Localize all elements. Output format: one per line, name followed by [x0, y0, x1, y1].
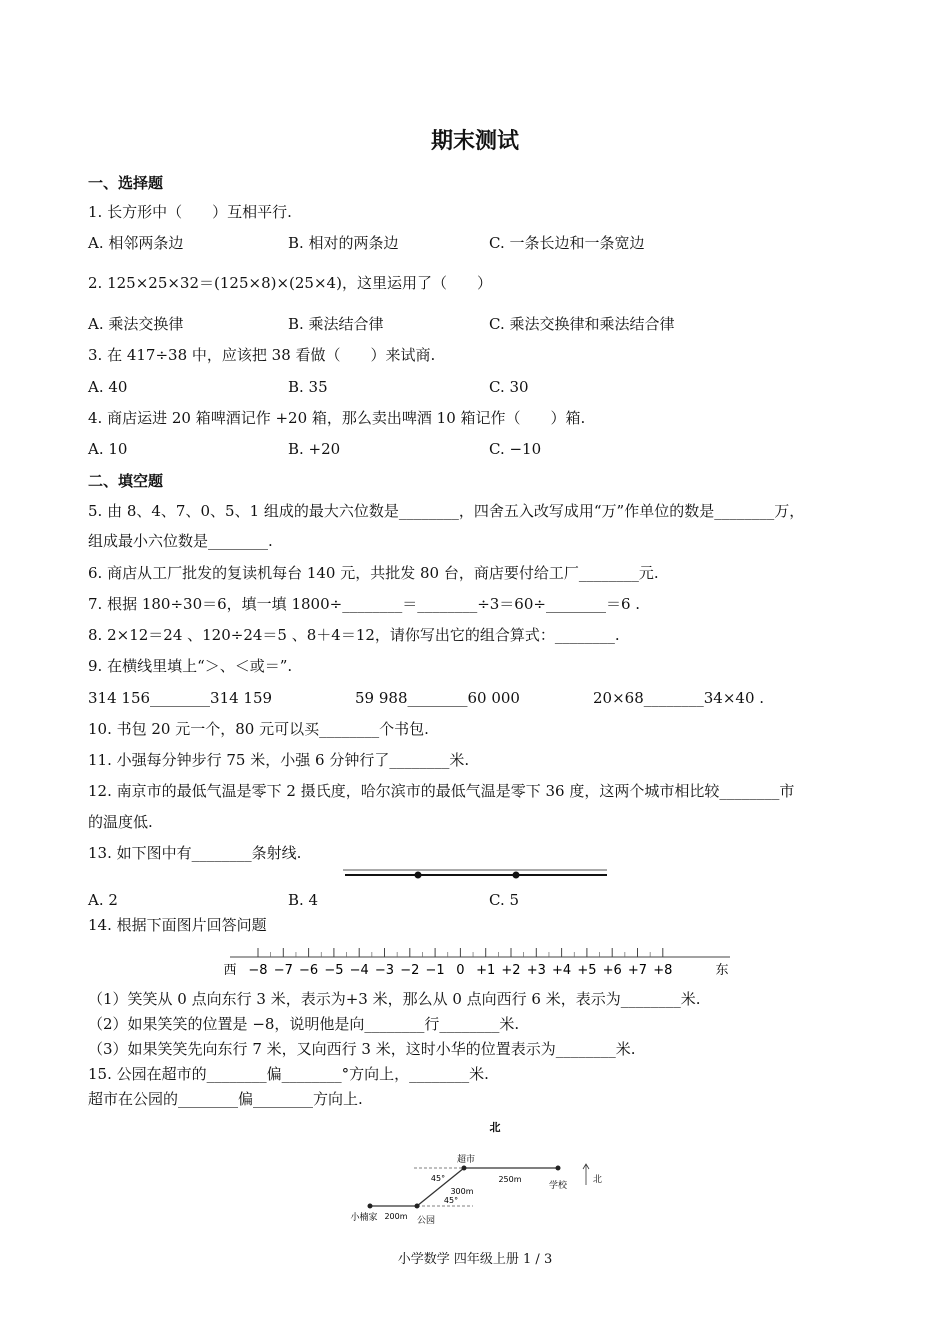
map-angle-1: 45° — [430, 1174, 446, 1183]
q3-option-c: C. 30 — [489, 378, 529, 396]
number-line-tick-label: −7 — [273, 963, 293, 978]
question-12-line2: 的温度低. — [88, 813, 153, 831]
q2-option-a: A. 乘法交换律 — [88, 315, 184, 333]
map-distance-300: 300m — [450, 1187, 474, 1196]
number-line-tick-label: +3 — [526, 963, 546, 978]
q2-option-b: B. 乘法结合律 — [288, 315, 384, 333]
question-13: 13. 如下图中有________条射线. — [88, 844, 302, 862]
question-10: 10. 书包 20 元一个，80 元可以买________个书包. — [88, 720, 429, 738]
map-supermarket-label: 超市 — [456, 1155, 476, 1165]
question-1: 1. 长方形中（ ）互相平行. — [88, 203, 292, 221]
question-14: 14. 根据下面图片回答问题 — [88, 916, 267, 934]
map-angle-2: 45° — [443, 1196, 459, 1205]
number-line-tick-label: −3 — [374, 963, 395, 978]
number-line-tick-label: +7 — [627, 963, 648, 978]
question-12-line1: 12. 南京市的最低气温是零下 2 摄氏度，哈尔滨市的最低气温是零下 36 度，这两个城市相比较________市 — [88, 782, 795, 800]
question-4: 4. 商店运进 20 箱啤酒记作 +20 箱，那么卖出啤酒 10 箱记作（ ）箱. — [88, 409, 586, 427]
question-2: 2. 125×25×32＝(125×8)×(25×4)，这里运用了（ ） — [88, 274, 492, 292]
number-line-west-label: 西 — [223, 963, 237, 978]
q1-option-c: C. 一条长边和一条宽边 — [489, 234, 645, 252]
map-north-label: 北 — [593, 1175, 603, 1185]
q4-option-c: C. −10 — [489, 440, 542, 458]
map-park-label: 公园 — [416, 1216, 436, 1226]
question-15-line2: 超市在公园的________偏________方向上. — [88, 1090, 363, 1108]
page-title: 期末测试 — [430, 129, 519, 154]
ray-diagram — [343, 866, 608, 886]
map-home-label: 小楠家 — [350, 1213, 378, 1223]
number-line-tick-label: −8 — [248, 963, 268, 978]
question-14-part3: （3）如果笑笑先向东行 7 米，又向西行 3 米，这时小华的位置表示为________米. — [88, 1040, 636, 1058]
page-footer: 小学数学 四年级上册 1 / 3 — [397, 1252, 553, 1267]
q9-compare-c: 20×68________34×40 . — [593, 689, 765, 707]
number-line — [220, 944, 740, 980]
number-line-tick-label: +5 — [577, 963, 597, 978]
number-line-tick-label: −4 — [349, 963, 369, 978]
q3-option-b: B. 35 — [288, 378, 328, 396]
q1-option-a: A. 相邻两条边 — [88, 234, 184, 252]
route-map — [340, 1118, 620, 1230]
number-line-tick-label: +4 — [552, 963, 572, 978]
question-14-part1: （1）笑笑从 0 点向东行 3 米，表示为+3 米，那么从 0 点向西行 6 米，表示为________米. — [88, 990, 701, 1008]
q2-option-c: C. 乘法交换律和乘法结合律 — [489, 315, 675, 333]
question-15-line1: 15. 公园在超市的________偏________°方向上，________米. — [88, 1065, 489, 1083]
question-5-line2: 组成最小六位数是________. — [88, 532, 273, 550]
section-heading-choice: 一、选择题 — [88, 174, 164, 192]
number-line-tick-label: −5 — [324, 963, 344, 978]
number-line-tick-label: −6 — [299, 963, 319, 978]
q1-option-b: B. 相对的两条边 — [288, 234, 399, 252]
q4-option-b: B. +20 — [288, 440, 341, 458]
map-distance-200: 200m — [384, 1212, 408, 1221]
number-line-tick-label: +1 — [476, 963, 496, 978]
question-3: 3. 在 417÷38 中，应该把 38 看做（ ）来试商. — [88, 346, 436, 364]
q4-option-a: A. 10 — [88, 440, 128, 458]
q9-compare-a: 314 156________314 159 — [88, 689, 273, 707]
ray-point-2 — [513, 872, 520, 879]
q3-option-a: A. 40 — [88, 378, 128, 396]
number-line-east-label: 东 — [715, 963, 729, 978]
map-school-label: 学校 — [548, 1181, 568, 1191]
number-line-tick-label: +2 — [501, 963, 521, 978]
number-line-tick-label: −2 — [400, 963, 420, 978]
question-11: 11. 小强每分钟步行 75 米，小强 6 分钟行了________米. — [88, 751, 470, 769]
number-line-tick-label: +6 — [602, 963, 622, 978]
q9-compare-b: 59 988________60 000 — [355, 689, 520, 707]
question-5-line1: 5. 由 8、4、7、0、5、1 组成的最大六位数是________，四舍五入改写成用“万”作单位的数是________万， — [88, 502, 805, 520]
number-line-tick-label: −1 — [425, 963, 445, 978]
q13-option-b: B. 4 — [288, 891, 319, 909]
section-heading-fill: 二、填空题 — [88, 472, 164, 490]
question-8: 8. 2×12＝24 、120÷24＝5 、8＋4＝12，请你写出它的组合算式：________. — [88, 626, 620, 644]
q13-option-a: A. 2 — [88, 891, 118, 909]
number-line-tick-label: 0 — [456, 963, 465, 978]
map-top-north-label: 北 — [489, 1121, 501, 1134]
question-6: 6. 商店从工厂批发的复读机每台 140 元，共批发 80 台，商店要付给工厂________元. — [88, 564, 659, 582]
map-distance-250: 250m — [498, 1175, 522, 1184]
question-7: 7. 根据 180÷30＝6，填一填 1800÷________＝________÷3＝60÷________＝6 . — [88, 595, 641, 613]
ray-point-1 — [415, 872, 422, 879]
q13-option-c: C. 5 — [489, 891, 520, 909]
number-line-tick-label: +8 — [653, 963, 673, 978]
question-9: 9. 在横线里填上“＞、＜或＝”. — [88, 657, 293, 675]
question-14-part2: （2）如果笑笑的位置是 −8，说明他是向________行________米. — [88, 1015, 520, 1033]
